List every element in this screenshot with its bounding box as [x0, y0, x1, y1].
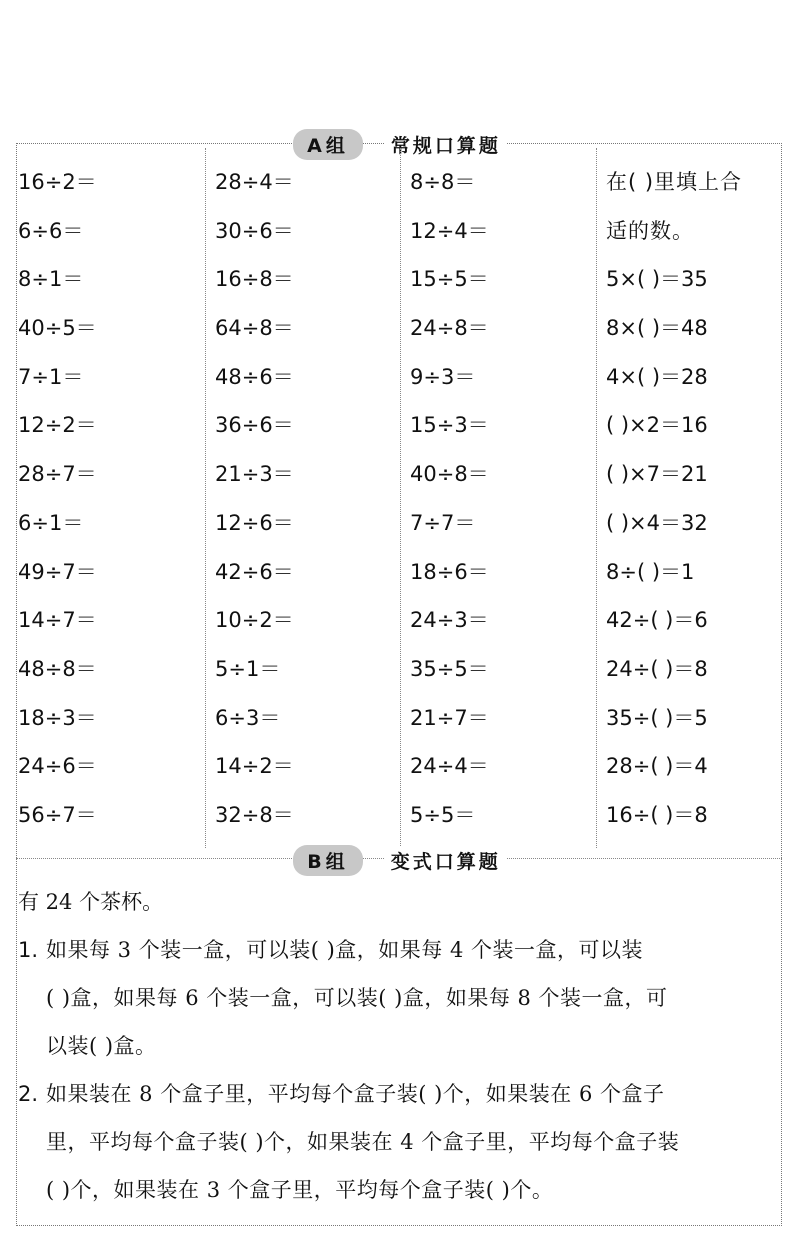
problem-item: 35÷5＝ — [410, 656, 489, 681]
section-b-header — [0, 845, 800, 875]
problem-item: 24÷( )＝8 — [606, 656, 708, 681]
problem-item: 28÷7＝ — [18, 462, 97, 487]
problem-item: 8÷8＝ — [410, 170, 476, 194]
problem-item: 40÷5＝ — [18, 316, 97, 341]
problem-item: 24÷4＝ — [410, 754, 489, 779]
instruction-text: 在( )里填上合 — [606, 170, 743, 194]
problem-line: 里，平均每个盒子装( )个，如果装在 4 个盒子里，平均每个盒子装 — [46, 1130, 680, 1154]
section-b-badge: B组 — [293, 845, 362, 876]
problem-item: 24÷8＝ — [410, 316, 489, 341]
problem-item: 14÷2＝ — [215, 754, 294, 779]
section-a-badge: A组 — [293, 129, 363, 160]
problem-item: 7÷1＝ — [18, 364, 84, 389]
problem-item: 4×( )＝28 — [606, 364, 708, 389]
problem-item: 5÷1＝ — [215, 656, 281, 681]
section-b-title: 变式口算题 — [385, 847, 507, 874]
section-a-title: 常规口算题 — [385, 131, 507, 158]
problem-item: 21÷3＝ — [215, 462, 294, 487]
problem-intro: 有 24 个茶杯。 — [18, 890, 164, 914]
problem-item: 12÷6＝ — [215, 510, 294, 535]
problem-line: 如果装在 8 个盒子里，平均每个盒子装( )个，如果装在 6 个盒子 — [46, 1082, 665, 1106]
problem-item: 5×( )＝35 — [606, 267, 708, 292]
problem-line: 以装( )盒。 — [46, 1034, 157, 1058]
problem-item: 48÷8＝ — [18, 656, 97, 681]
problem-item: 24÷6＝ — [18, 754, 97, 779]
problem-item: 64÷8＝ — [215, 316, 294, 341]
problem-item: 18÷6＝ — [410, 559, 489, 584]
problem-column-3 — [410, 158, 606, 840]
word-problem-1 — [18, 926, 788, 1070]
problem-item: 6÷1＝ — [18, 510, 84, 535]
problem-item: 9÷3＝ — [410, 364, 476, 389]
problem-item: 21÷7＝ — [410, 705, 489, 730]
problem-item: 12÷2＝ — [18, 413, 97, 438]
problem-item: 6÷6＝ — [18, 218, 84, 243]
problem-item: 40÷8＝ — [410, 462, 489, 487]
problem-item: 42÷( )＝6 — [606, 608, 708, 633]
problem-item: 8÷( )＝1 — [606, 559, 695, 584]
problem-line: ( )个，如果装在 3 个盒子里，平均每个盒子装( )个。 — [46, 1178, 554, 1202]
problem-column-1 — [18, 158, 214, 840]
problem-line: ( )盒，如果每 6 个装一盒，可以装( )盒，如果每 8 个装一盒，可 — [46, 986, 668, 1010]
problem-item: 32÷8＝ — [215, 802, 294, 827]
problem-item: ( )×2＝16 — [606, 413, 708, 438]
problem-item: 16÷8＝ — [215, 267, 294, 292]
problem-number: 2. — [18, 1082, 39, 1106]
problem-column-2 — [215, 158, 411, 840]
problem-item: 30÷6＝ — [215, 218, 294, 243]
problem-item: 24÷3＝ — [410, 608, 489, 633]
problem-item: 14÷7＝ — [18, 608, 97, 633]
problem-item: 28÷( )＝4 — [606, 754, 708, 779]
problem-item: 6÷3＝ — [215, 705, 281, 730]
problem-item: 35÷( )＝5 — [606, 705, 708, 730]
problem-item: 42÷6＝ — [215, 559, 294, 584]
problem-item: 15÷5＝ — [410, 267, 489, 292]
problem-item: 48÷6＝ — [215, 364, 294, 389]
word-problem-2 — [18, 1070, 788, 1214]
problem-item: 16÷2＝ — [18, 170, 97, 194]
problem-item: 15÷3＝ — [410, 413, 489, 438]
word-problem-section — [18, 878, 788, 1214]
problem-column-4 — [606, 158, 800, 840]
problem-item: ( )×7＝21 — [606, 462, 708, 487]
problem-item: ( )×4＝32 — [606, 510, 708, 535]
problem-item: 10÷2＝ — [215, 608, 294, 633]
problem-item: 8×( )＝48 — [606, 316, 708, 341]
problem-item: 8÷1＝ — [18, 267, 84, 292]
problem-item: 16÷( )＝8 — [606, 802, 708, 827]
problem-item: 36÷6＝ — [215, 413, 294, 438]
problem-item: 49÷7＝ — [18, 559, 97, 584]
problem-item: 12÷4＝ — [410, 218, 489, 243]
problem-line: 如果每 3 个装一盒，可以装( )盒，如果每 4 个装一盒，可以装 — [46, 938, 643, 962]
problem-item: 5÷5＝ — [410, 802, 476, 827]
problem-item: 18÷3＝ — [18, 705, 97, 730]
problem-item: 28÷4＝ — [215, 170, 294, 194]
instruction-text: 适的数。 — [606, 218, 694, 243]
problem-number: 1. — [18, 938, 39, 962]
problem-item: 7÷7＝ — [410, 510, 476, 535]
problem-item: 56÷7＝ — [18, 802, 97, 827]
